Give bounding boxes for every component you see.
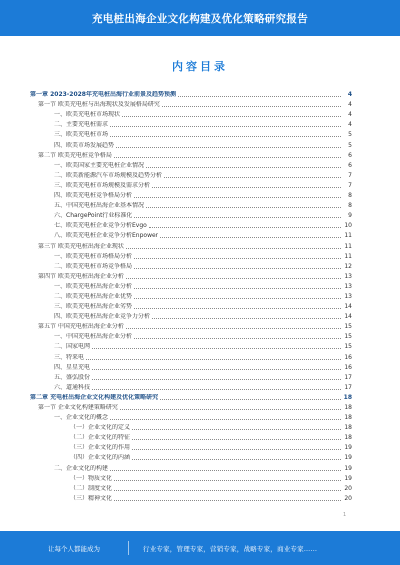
toc-entry-page: 17 [344, 383, 352, 391]
toc-entry-text: 二、主要充电桩需求 [54, 121, 109, 129]
table-of-contents [30, 88, 352, 502]
toc-leader-dots [132, 448, 341, 450]
toc-entry[interactable] [30, 118, 352, 128]
toc-entry-text: 六、道通科技 [54, 383, 91, 391]
toc-entry-page: 18 [344, 404, 352, 411]
toc-entry-page: 7 [348, 171, 352, 179]
toc-entry-text: 一、欧美充电桩市场现状 [54, 111, 121, 119]
toc-leader-dots [86, 358, 341, 360]
toc-entry[interactable] [30, 98, 352, 108]
toc-entry-page: 13 [344, 272, 352, 280]
toc-entry[interactable] [30, 482, 352, 492]
toc-leader-dots [92, 368, 341, 370]
toc-entry-page: 19 [344, 464, 352, 472]
toc-leader-dots [126, 247, 341, 249]
toc-entry[interactable] [30, 290, 352, 300]
toc-entry-text: 四、欧美充电桩竞争格局分析 [54, 192, 133, 200]
page-number: 1 [343, 512, 347, 518]
toc-entry-page: 13 [344, 292, 352, 300]
toc-entry[interactable] [30, 492, 352, 502]
toc-leader-dots [134, 257, 341, 259]
toc-entry[interactable] [30, 219, 352, 229]
toc-entry-page: 11 [344, 252, 352, 260]
toc-leader-dots [152, 186, 341, 188]
toc-entry[interactable] [30, 88, 352, 98]
toc-entry-page: 18 [343, 393, 352, 401]
toc-entry-page: 20 [344, 484, 352, 492]
toc-entry-text: 六、ChargePoint行业标准化 [54, 212, 133, 220]
toc-leader-dots [126, 327, 341, 329]
toc-leader-dots [149, 226, 341, 228]
toc-entry-page: 13 [344, 282, 352, 290]
toc-leader-dots [134, 307, 341, 309]
toc-entry[interactable] [30, 411, 352, 421]
toc-entry[interactable] [30, 260, 352, 270]
toc-entry[interactable] [30, 451, 352, 461]
toc-entry[interactable] [30, 209, 352, 219]
toc-entry[interactable] [30, 340, 352, 350]
toc-entry-text: 四、欧美市场发展趋势 [54, 141, 115, 149]
toc-entry[interactable] [30, 229, 352, 239]
toc-entry-text: （二）企业文化的特征 [70, 434, 131, 442]
toc-entry-page: 14 [344, 313, 352, 321]
toc-entry[interactable] [30, 169, 352, 179]
toc-entry[interactable] [30, 461, 352, 471]
toc-entry-text: 二、欧美新能源汽车市场规模及趋势分析 [54, 171, 163, 179]
toc-entry[interactable] [30, 199, 352, 209]
toc-leader-dots [92, 347, 341, 349]
toc-entry-page: 10 [344, 222, 352, 230]
toc-entry-text: 八、欧美充电桩企业竞争分析Enpower [54, 232, 159, 240]
toc-entry-page: 19 [344, 474, 352, 482]
toc-entry-text: 二、国家电网 [54, 343, 91, 351]
toc-entry-text: 五、中国充电桩出海企业基本情况 [54, 202, 145, 210]
toc-entry[interactable] [30, 401, 352, 411]
toc-entry-page: 15 [344, 343, 352, 351]
toc-entry[interactable] [30, 391, 352, 401]
footer-divider [128, 541, 129, 555]
toc-entry-page: 19 [344, 454, 352, 462]
toc-entry-page: 16 [344, 363, 352, 371]
toc-entry-text: （三）精神文化 [70, 494, 113, 502]
toc-entry-text: 第四节 欧美充电桩出海企业分析 [38, 272, 124, 280]
toc-entry-text: 二、欧美充电桩市场竞争格局 [54, 262, 133, 270]
toc-leader-dots [160, 398, 341, 400]
toc-entry-page: 6 [348, 161, 352, 169]
toc-leader-dots [134, 216, 341, 218]
toc-entry[interactable] [30, 361, 352, 371]
toc-leader-dots [134, 196, 341, 198]
toc-leader-dots [110, 469, 341, 471]
toc-entry-page: 11 [344, 242, 352, 250]
toc-entry-text: 第一章 2023-2028年充电桩出海行业前景及趋势预测 [30, 91, 176, 99]
toc-entry-text: 四、星星充电 [54, 363, 91, 371]
toc-entry[interactable] [30, 441, 352, 451]
toc-entry-text: 四、欧美充电桩出海企业竞争力分析 [54, 313, 151, 321]
footer-slogan: 让每个人都能成为 [48, 544, 100, 553]
toc-entry-page: 4 [348, 101, 352, 109]
toc-entry-page: 8 [348, 202, 352, 210]
toc-entry[interactable] [30, 138, 352, 148]
toc-entry-page: 11 [344, 232, 352, 240]
toc-entry-text: 第二章 充电桩出海企业文化构建及优化策略研究 [30, 393, 159, 401]
report-title: 充电桩出海企业文化构建及优化策略研究报告 [92, 12, 308, 25]
toc-entry-text: （二）制度文化 [70, 484, 113, 492]
toc-entry[interactable] [30, 381, 352, 391]
toc-entry[interactable] [30, 280, 352, 290]
toc-leader-dots [132, 428, 341, 430]
toc-entry[interactable] [30, 270, 352, 280]
toc-entry-text: 一、企业文化的概念 [54, 414, 109, 422]
toc-leader-dots [178, 95, 341, 97]
toc-entry-text: 三、欧美充电桩市场 [54, 131, 109, 139]
toc-entry[interactable] [30, 350, 352, 360]
toc-entry-text: 二、欧美充电桩出海企业优势 [54, 292, 133, 300]
toc-leader-dots [132, 458, 341, 460]
toc-entry-page: 15 [344, 323, 352, 331]
toc-entry[interactable] [30, 320, 352, 330]
toc-entry-page: 9 [348, 212, 352, 220]
toc-entry-text: 七、欧美充电桩企业竞争分析Evgo [54, 222, 147, 230]
toc-leader-dots [114, 156, 341, 158]
toc-entry-page: 20 [344, 494, 352, 502]
toc-leader-dots [152, 317, 341, 319]
toc-entry-text: 二、企业文化的构建 [54, 464, 109, 472]
toc-entry[interactable] [30, 250, 352, 260]
toc-entry[interactable] [30, 330, 352, 340]
toc-entry[interactable] [30, 431, 352, 441]
toc-entry[interactable] [30, 421, 352, 431]
toc-entry-page: 7 [348, 181, 352, 189]
toc-entry-page: 8 [348, 192, 352, 200]
toc-entry-page: 16 [344, 353, 352, 361]
toc-leader-dots [114, 489, 341, 491]
toc-entry-page: 4 [348, 111, 352, 119]
footer-bar [0, 531, 400, 565]
toc-entry[interactable] [30, 149, 352, 159]
toc-entry-text: 三、欧美充电桩市场规模及需求分析 [54, 181, 151, 189]
toc-entry-page: 19 [344, 444, 352, 452]
toc-entry[interactable] [30, 128, 352, 138]
toc-entry-text: 五、盛弘股份 [54, 373, 91, 381]
toc-leader-dots [110, 418, 341, 420]
toc-entry[interactable] [30, 472, 352, 482]
toc-leader-dots [110, 125, 341, 127]
toc-leader-dots [132, 438, 341, 440]
toc-entry-text: 一、中国充电桩出海企业分析 [54, 333, 133, 341]
toc-entry[interactable] [30, 371, 352, 381]
toc-entry-page: 18 [344, 434, 352, 442]
toc-leader-dots [160, 236, 341, 238]
toc-entry-text: （四）企业文化的内涵 [70, 454, 131, 462]
toc-entry-page: 18 [344, 424, 352, 432]
toc-leader-dots [164, 176, 341, 178]
toc-entry-page: 14 [344, 303, 352, 311]
toc-entry-page: 4 [347, 91, 352, 99]
toc-entry-text: 第二节 欧美充电桩竞争格局 [38, 151, 112, 159]
toc-entry-text: 一、欧美国家主要充电桩企业情况 [54, 161, 145, 169]
toc-leader-dots [134, 337, 341, 339]
toc-heading: 内容目录 [172, 60, 228, 73]
toc-entry-text: （一）物质文化 [70, 474, 113, 482]
toc-entry-text: 一、欧美充电桩出海企业分析 [54, 282, 133, 290]
toc-entry[interactable] [30, 239, 352, 249]
toc-entry-text: 第一节 企业文化构建策略研究 [38, 404, 118, 411]
toc-entry[interactable] [30, 310, 352, 320]
toc-leader-dots [134, 287, 341, 289]
toc-entry-text: 三、欧美充电桩出海企业劣势 [54, 303, 133, 311]
toc-leader-dots [126, 277, 341, 279]
toc-entry-text: 三、特来电 [54, 353, 85, 361]
toc-entry-page: 5 [348, 141, 352, 149]
toc-leader-dots [92, 388, 341, 390]
report-header [0, 0, 400, 36]
toc-leader-dots [114, 479, 341, 481]
toc-leader-dots [162, 105, 341, 107]
toc-entry-text: 第三节 欧美充电桩出海企业现状 [38, 242, 124, 250]
toc-entry-page: 6 [348, 151, 352, 159]
toc-entry-page: 15 [344, 333, 352, 341]
toc-leader-dots [120, 408, 341, 410]
toc-entry-text: （一）企业文化的定义 [70, 424, 131, 432]
toc-entry[interactable] [30, 108, 352, 118]
toc-entry-text: 一、欧美充电桩市场格局分析 [54, 252, 133, 260]
toc-entry[interactable] [30, 159, 352, 169]
toc-entry-page: 5 [348, 131, 352, 139]
toc-entry-text: 第五节 中国充电桩出海企业分析 [38, 323, 124, 331]
toc-leader-dots [92, 378, 341, 380]
toc-entry[interactable] [30, 179, 352, 189]
toc-leader-dots [114, 499, 341, 501]
toc-leader-dots [134, 297, 341, 299]
toc-leader-dots [134, 267, 341, 269]
toc-entry-page: 4 [348, 121, 352, 129]
toc-entry[interactable] [30, 300, 352, 310]
toc-leader-dots [110, 135, 341, 137]
toc-entry-text: 第一节 欧美充电桩与出海现状及发展格局研究 [38, 101, 160, 109]
toc-entry-page: 12 [344, 262, 352, 270]
toc-entry-page: 18 [344, 414, 352, 422]
toc-entry-text: （三）企业文化的作用 [70, 444, 131, 452]
toc-leader-dots [122, 115, 341, 117]
toc-entry-page: 17 [344, 373, 352, 381]
toc-leader-dots [146, 166, 341, 168]
toc-leader-dots [146, 206, 341, 208]
toc-entry[interactable] [30, 189, 352, 199]
footer-tagline: 行业专家，管理专家，营销专家，战略专家，商业专家…… [143, 544, 318, 553]
toc-leader-dots [116, 146, 341, 148]
